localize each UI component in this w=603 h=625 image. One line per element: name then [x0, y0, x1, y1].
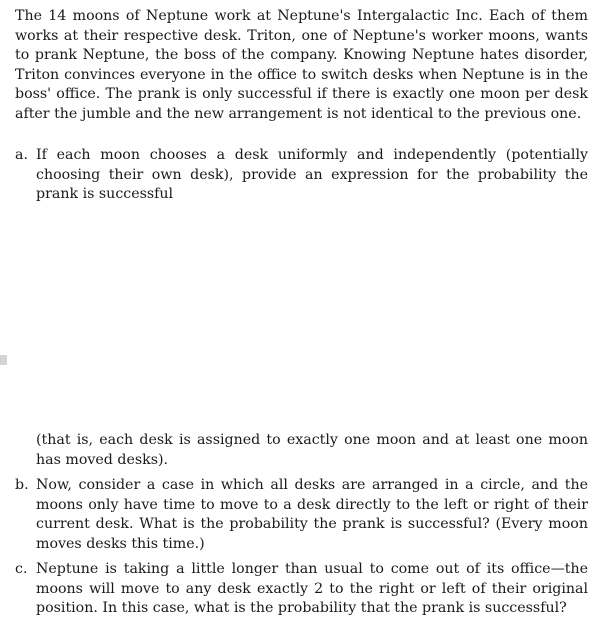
margin-mark [0, 355, 7, 365]
question-part-b [15, 476, 588, 554]
part-c-label: c. [15, 561, 28, 577]
part-b-label: b. [15, 477, 29, 493]
problem-intro: The 14 moons of Neptune work at Neptune's Intergalactic Inc. Each of them works at their respective desk. Triton, one of Neptune's worker moons, wants to prank Neptune, the boss of the company. Knowing Neptune hates disorder, Triton convinces everyone in the office to switch desks when Neptune is in the boss' office. The prank is only successful if there is exactly one moon per desk after the jumble and the new arrangement is not identical to the previous one. [15, 8, 588, 122]
part-a-label: a. [15, 147, 28, 163]
part-b-text: Now, consider a case in which all desks are arranged in a circle, and the moons only have time to move to a desk directly to the left or right of their current desk. What is the probability the prank is successful? (Every moon moves desks this time.) [36, 477, 588, 552]
question-part-c [15, 560, 588, 619]
question-part-a-continuation [15, 431, 588, 470]
question-part-a [15, 146, 588, 205]
part-c-text: Neptune is taking a little longer than usual to come out of its office—the moons will move to any desk exactly 2 to the right or left of their original position. In this case, what is the probability that the prank is successful? [36, 561, 588, 616]
part-a-continuation-text: (that is, each desk is assigned to exactly one moon and at least one moon has moved desks). [36, 432, 588, 468]
part-a-text: If each moon chooses a desk uniformly and independently (potentially choosing their own desk), provide an expression for the probability the prank is successful [36, 147, 588, 202]
